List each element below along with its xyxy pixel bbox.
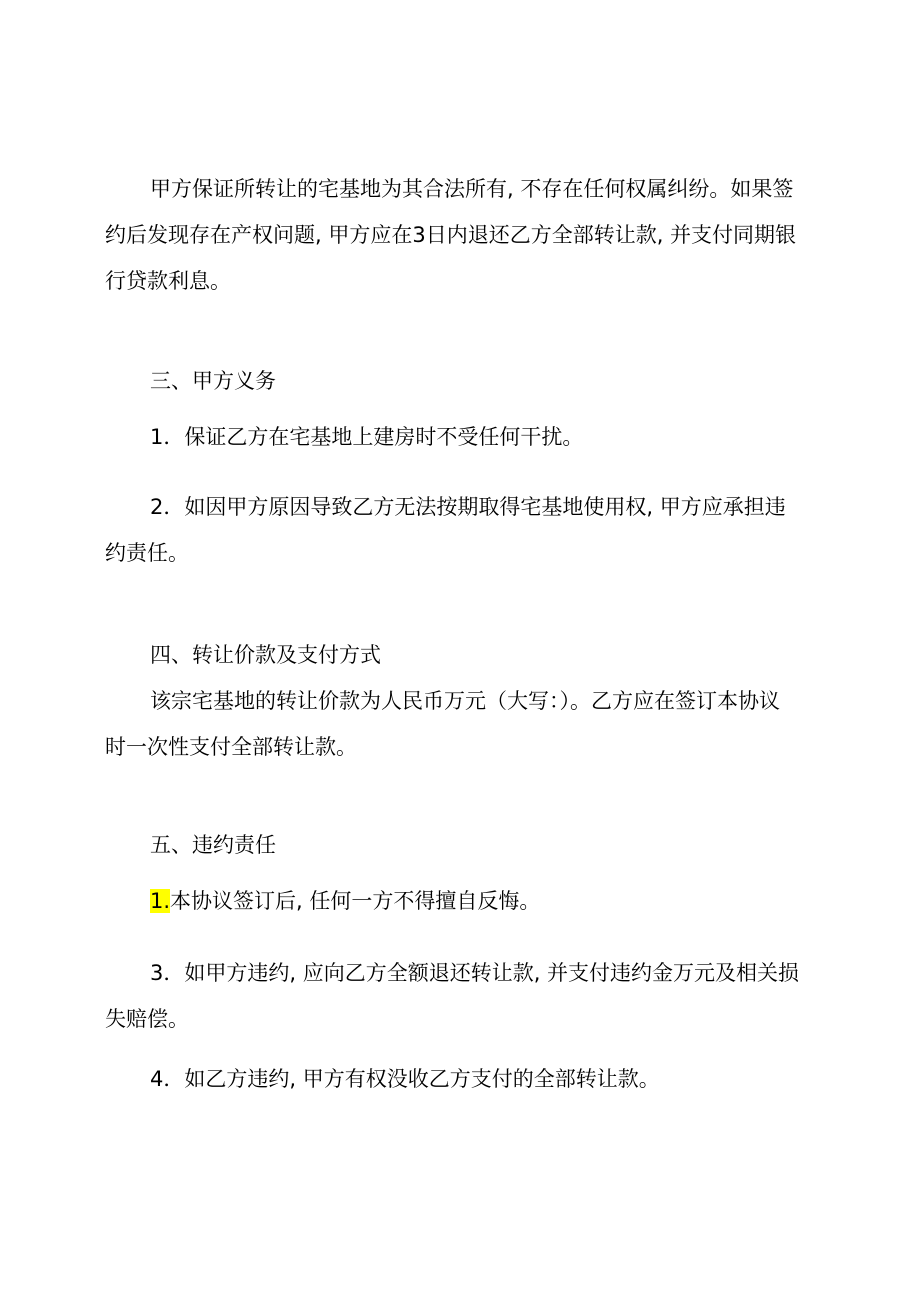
list-item-text: 3．如甲方违约, 应向乙方全额退还转让款, 并支付违约金万元及相关损 [150, 961, 800, 985]
paragraph-line: 甲方保证所转让的宅基地为其合法所有, 不存在任何权属纠纷。如果签 [150, 177, 794, 201]
list-item-5-3 [105, 950, 830, 1042]
list-item-text: 4．如乙方违约, 甲方有权没收乙方支付的全部转让款。 [150, 1067, 660, 1091]
list-item-text: 2．如因甲方原因导致乙方无法按期取得宅基地使用权, 甲方应承担违 [150, 495, 786, 519]
heading-text: 三、甲方义务 [150, 369, 276, 393]
highlighted-number: 1. [150, 889, 171, 913]
heading-text: 五、违约责任 [150, 833, 276, 857]
list-item-5-4 [150, 1056, 830, 1102]
paragraph-guarantee [105, 166, 830, 304]
section-heading-3 [150, 358, 830, 404]
list-item-3-2 [105, 484, 830, 576]
section-heading-5 [150, 822, 830, 868]
section-heading-4 [150, 632, 830, 678]
list-item-text: 本协议签订后, 任何一方不得擅自反悔。 [170, 889, 541, 913]
paragraph-line: 约后发现存在产权问题, 甲方应在3日内退还乙方全部转让款, 并支付同期银 [105, 223, 797, 247]
paragraph-line: 该宗宅基地的转让价款为人民币万元（大写：）。乙方应在签订本协议 [150, 689, 780, 713]
list-item-text: 1．保证乙方在宅基地上建房时不受任何干扰。 [150, 425, 584, 449]
paragraph-price [105, 678, 830, 770]
list-item-5-1 [150, 878, 830, 924]
list-item-line [150, 878, 830, 924]
heading-text: 四、转让价款及支付方式 [150, 643, 381, 667]
paragraph-line: 行贷款利息。 [105, 269, 231, 293]
list-item-text: 失赔偿。 [105, 1007, 189, 1031]
list-item-3-1 [150, 414, 830, 460]
paragraph-line: 时一次性支付全部转让款。 [105, 735, 357, 759]
list-item-text: 约责任。 [105, 541, 189, 565]
